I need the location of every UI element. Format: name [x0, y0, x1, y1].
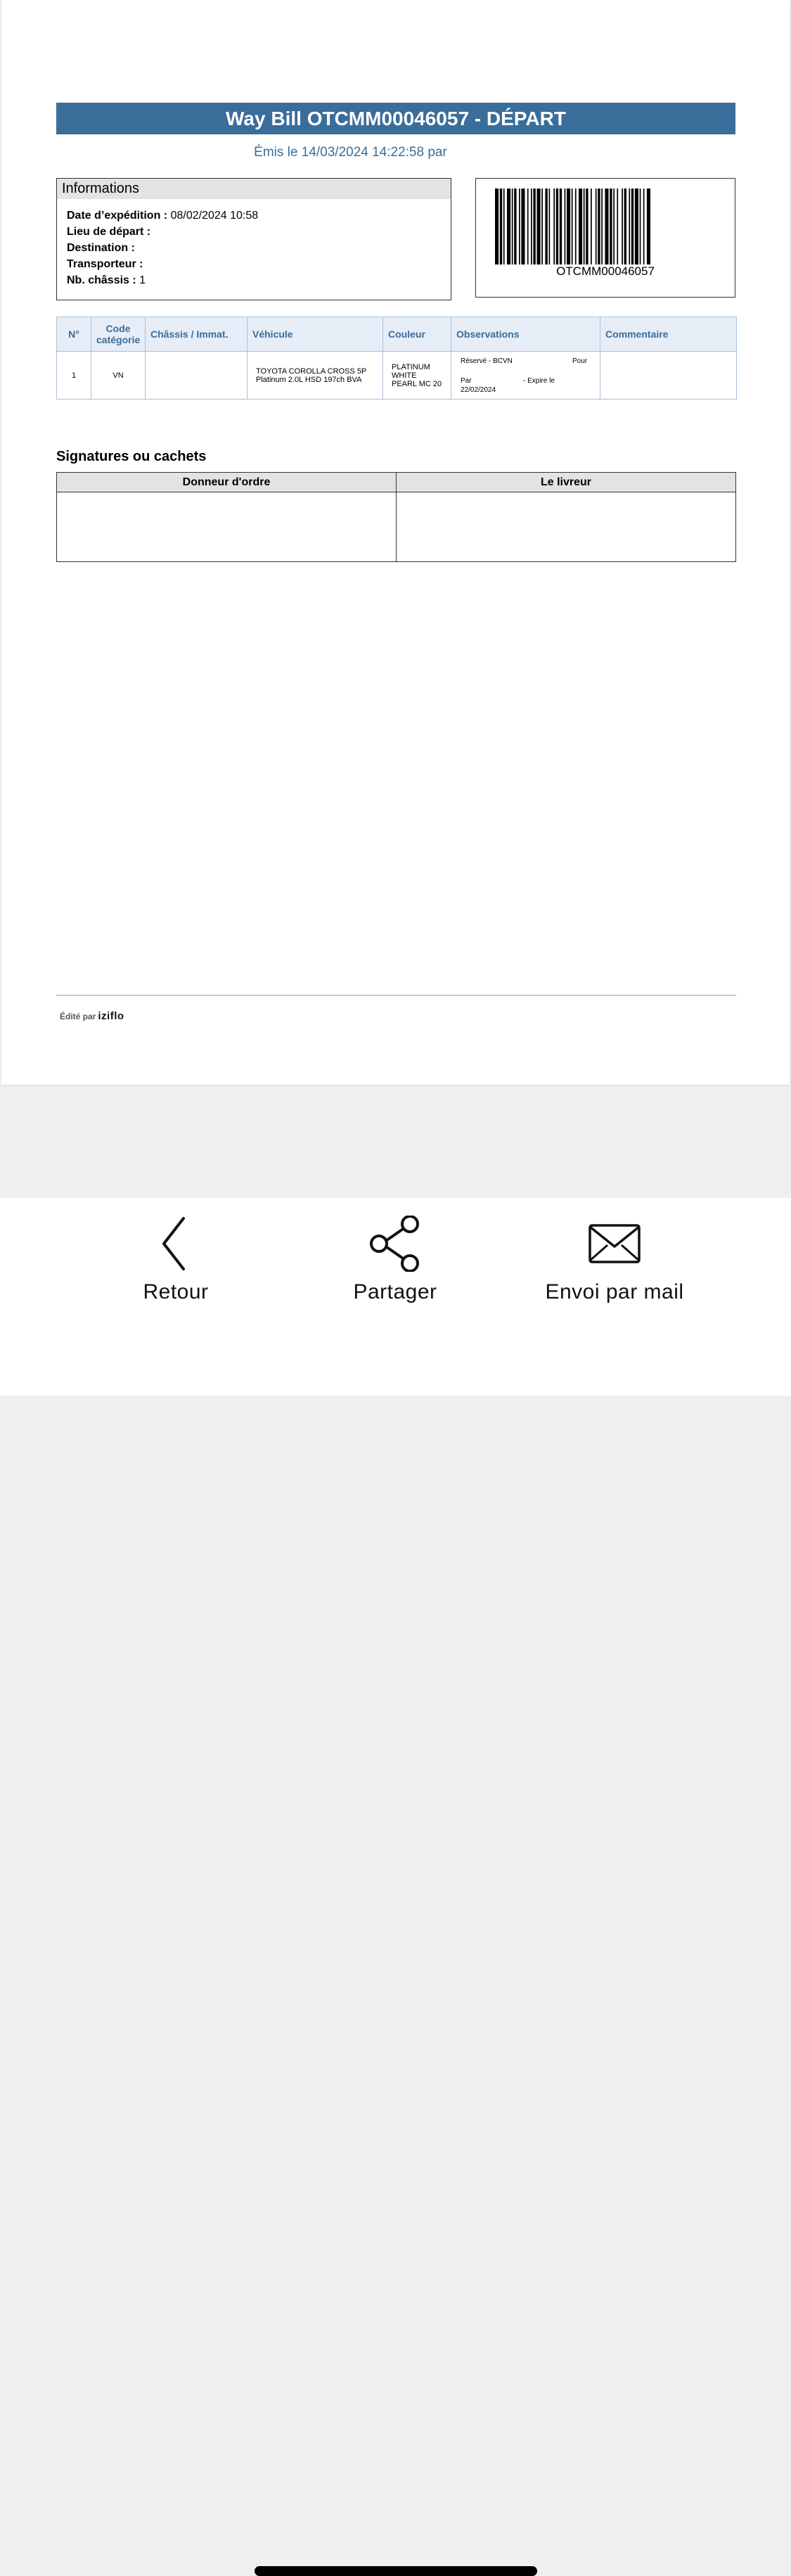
share-button[interactable] [290, 1216, 501, 1304]
signature-right-header: Le livreur [397, 473, 736, 492]
cell-chassis [146, 352, 247, 400]
footer-divider [56, 995, 736, 996]
info-box [56, 178, 451, 300]
share-label: Partager [353, 1280, 437, 1303]
table-row [57, 352, 737, 400]
header-vehicle: Véhicule [247, 317, 383, 352]
barcode-text: OTCMM00046057 [556, 264, 655, 278]
mail-button[interactable] [509, 1216, 720, 1304]
footer-edited: Édité par iziflo [60, 1010, 124, 1022]
obs-par: Par [461, 377, 472, 385]
waybill-document [1, 0, 790, 1085]
back-label: Retour [143, 1280, 209, 1303]
signatures-title: Signatures ou cachets [56, 449, 207, 464]
home-indicator [255, 2566, 537, 2576]
info-row-date: Date d’expédition : 08/02/2024 10:58 [67, 210, 259, 222]
info-row-chassis-count: Nb. châssis : 1 [67, 274, 146, 286]
back-button[interactable] [70, 1216, 281, 1304]
barcode-box [475, 178, 735, 298]
header-color: Couleur [383, 317, 451, 352]
cell-vehicle: TOYOTA COROLLA CROSS 5P Platinum 2.0L HSD 197ch BVA [247, 352, 383, 400]
obs-expire: - Expire le [523, 377, 555, 385]
header-n: N° [57, 317, 91, 352]
header-comment: Commentaire [600, 317, 737, 352]
barcode [495, 189, 717, 264]
share-icon [290, 1216, 501, 1272]
mail-icon [509, 1216, 720, 1272]
bottom-toolbar [0, 1198, 791, 1396]
chevron-left-icon [70, 1216, 281, 1272]
header-observations: Observations [451, 317, 600, 352]
signature-left-header: Donneur d'ordre [57, 473, 397, 492]
info-row-carrier: Transporteur : [67, 258, 143, 270]
signature-right-box [397, 492, 736, 562]
cell-comment [600, 352, 737, 400]
table-header-row [57, 317, 737, 352]
obs-reserved: Réservé - BCVN [461, 357, 513, 365]
mail-label: Envoi par mail [545, 1280, 684, 1303]
signature-left-box [57, 492, 397, 562]
signatures-table [56, 472, 736, 562]
document-title: Way Bill OTCMM00046057 - DÉPART [56, 103, 735, 134]
cell-color: PLATINUM WHITE PEARL MC 20 [383, 352, 451, 400]
info-body [57, 199, 451, 297]
info-row-destination: Destination : [67, 242, 135, 254]
cell-code: VN [91, 352, 146, 400]
brand-logo: iziflo [98, 1010, 124, 1022]
info-row-departure: Lieu de départ : [67, 226, 151, 238]
cell-n: 1 [57, 352, 91, 400]
obs-pour: Pour [572, 357, 588, 365]
vehicles-table [56, 317, 737, 400]
obs-date: 22/02/2024 [461, 386, 496, 394]
info-header: Informations [57, 179, 451, 199]
cell-observations [451, 352, 600, 400]
issued-line: Émis le 14/03/2024 14:22:58 par [254, 145, 447, 160]
header-chassis: Châssis / Immat. [146, 317, 247, 352]
header-code: Code catégorie [91, 317, 146, 352]
